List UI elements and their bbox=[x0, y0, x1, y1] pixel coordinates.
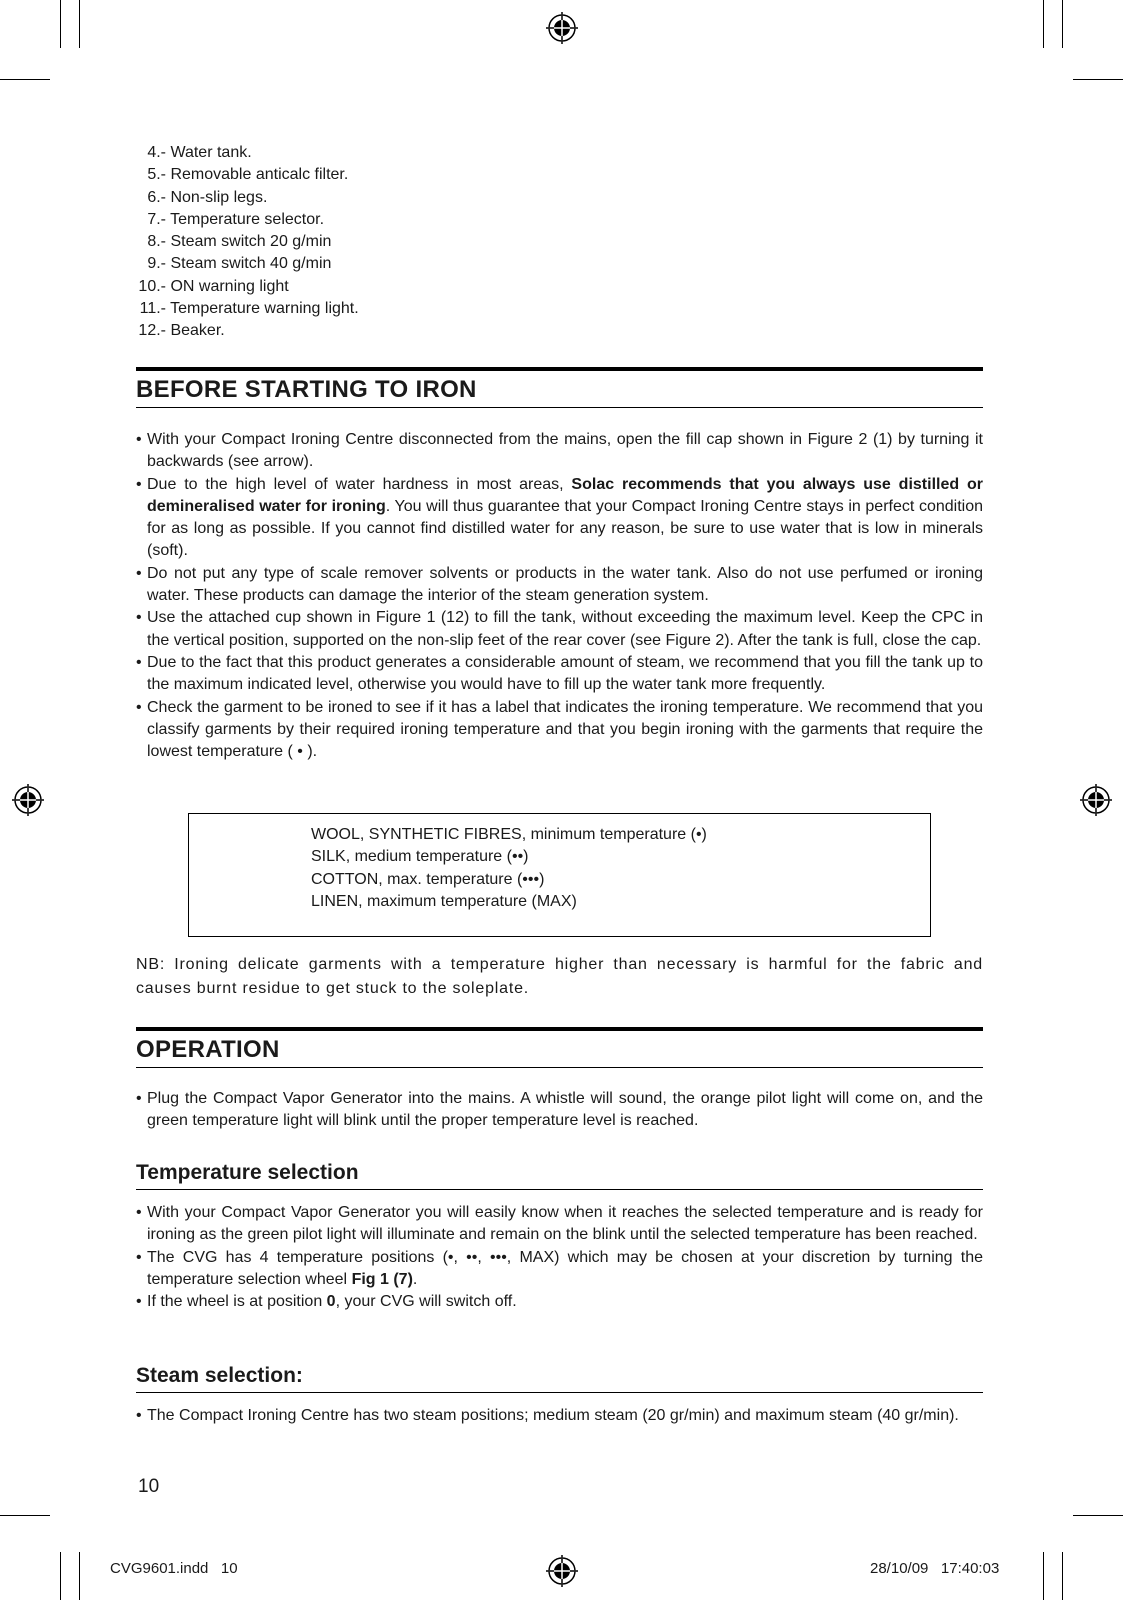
crop-mark bbox=[1062, 1552, 1063, 1600]
temperature-guide-line: SILK, medium temperature (••) bbox=[311, 848, 529, 866]
nb-note: NB: Ironing delicate garments with a temperature higher than necessary is harmful for the fabric and causes burnt residue to get stuck to the soleplate. bbox=[136, 956, 983, 997]
instruction-item: • The Compact Ironing Centre has two steam positions; medium steam (20 gr/min) and maximum steam (40 gr/min). bbox=[136, 1407, 959, 1424]
crop-mark bbox=[1073, 1515, 1123, 1516]
part-label: Steam switch 20 g/min bbox=[170, 233, 332, 251]
parts-list bbox=[136, 142, 359, 343]
temperature-guide-lines bbox=[311, 824, 707, 913]
subheading-steam-selection: Steam selection: bbox=[136, 1364, 303, 1387]
part-label: Temperature selector. bbox=[170, 210, 325, 228]
figure-reference: Fig 1 (7) bbox=[351, 1270, 413, 1288]
crop-mark bbox=[1043, 0, 1044, 48]
part-number: 12.- bbox=[138, 322, 166, 340]
part-number: 4.- bbox=[147, 144, 166, 161]
crop-mark bbox=[0, 1515, 50, 1516]
instruction-item: • If the wheel is at position 0, your CVG will switch off. bbox=[136, 1293, 517, 1311]
crop-mark bbox=[0, 79, 50, 80]
crop-mark bbox=[60, 1552, 61, 1600]
page-number: 10 bbox=[138, 1476, 160, 1497]
parts-list-item bbox=[136, 320, 359, 342]
operation-instructions bbox=[136, 1088, 983, 1133]
instruction-item: • With your Compact Ironing Centre disconnected from the mains, open the fill cap shown in Figure 2 (1) by turning it backwards (see arrow). bbox=[136, 431, 983, 471]
position-zero: 0 bbox=[326, 1293, 336, 1311]
instruction-item: • Check the garment to be ironed to see if it has a label that indicates the ironing temperature. We recommend that you classify garments by their required ironing temperature and that you begin ironing with the garments that require the lowest temperature ( • ). bbox=[136, 698, 983, 761]
temperature-guide-line: WOOL, SYNTHETIC FIBRES, minimum temperature (•) bbox=[311, 826, 707, 843]
section-top-rule bbox=[136, 367, 983, 371]
crop-mark bbox=[60, 0, 61, 48]
section-heading-operation: OPERATION bbox=[136, 1036, 280, 1063]
part-label: Water tank. bbox=[170, 144, 252, 161]
part-label: Temperature warning light. bbox=[170, 300, 359, 318]
temperature-guide-line: LINEN, maximum temperature (MAX) bbox=[311, 892, 577, 910]
steam-selection-instructions bbox=[136, 1405, 983, 1427]
section-top-rule bbox=[136, 1027, 983, 1031]
parts-list-item bbox=[136, 276, 359, 298]
parts-list-item bbox=[136, 164, 359, 186]
part-number: 5.- bbox=[147, 166, 166, 184]
registration-mark-icon bbox=[12, 784, 44, 816]
instruction-item: • Plug the Compact Vapor Generator into the mains. A whistle will sound, the orange pilot light will come on, and the green temperature light will blink until the proper temperature level is reached. bbox=[136, 1090, 983, 1130]
instruction-item: • The CVG has 4 temperature positions (•, ••, •••, MAX) which may be chosen at your discretion by turning the temperature selection wheel Fig 1 (7). bbox=[136, 1248, 983, 1288]
part-number: 8.- bbox=[147, 233, 166, 251]
section-heading-before-ironing: BEFORE STARTING TO IRON bbox=[136, 376, 477, 403]
crop-mark bbox=[79, 1552, 80, 1600]
parts-list-item bbox=[136, 187, 359, 209]
temperature-selection-instructions bbox=[136, 1202, 983, 1313]
subheading-temperature-selection: Temperature selection bbox=[136, 1161, 359, 1184]
crop-mark bbox=[1073, 79, 1123, 80]
part-number: 7.- bbox=[147, 210, 166, 228]
part-label: Non-slip legs. bbox=[170, 188, 268, 206]
instruction-item: • Due to the high level of water hardness in most areas, Solac recommends that you always use distilled or demineralised water for ironing. You will thus guarantee that your Compact Ironing Centre stays in perfect condition for as long as possible. If you cannot find distilled water for any reason, be sure to use water that is low in minerals (soft). bbox=[136, 475, 983, 560]
temperature-guide-line: COTTON, max. temperature (•••) bbox=[311, 870, 545, 888]
before-ironing-instructions bbox=[136, 429, 983, 763]
slug-file-name: CVG9601.indd 10 bbox=[110, 1560, 238, 1577]
crop-mark bbox=[1043, 1552, 1044, 1600]
distilled-water-recommendation: Solac recommends that you always use distilled or demineralised water for ironing bbox=[147, 475, 983, 515]
parts-list-item bbox=[136, 253, 359, 275]
parts-list-item bbox=[136, 231, 359, 253]
registration-mark-icon bbox=[546, 1555, 578, 1587]
part-number: 11.- bbox=[139, 300, 166, 318]
part-label: Beaker. bbox=[170, 322, 225, 340]
temperature-guide-box bbox=[188, 813, 931, 937]
registration-mark-icon bbox=[546, 12, 578, 44]
parts-list-item bbox=[136, 298, 359, 320]
part-number: 6.- bbox=[147, 188, 166, 206]
instruction-item: • Do not put any type of scale remover solvents or products in the water tank. Also do not use perfumed or ironing water. These products can damage the interior of the steam generation system. bbox=[136, 564, 983, 605]
instruction-item: • Due to the fact that this product generates a considerable amount of steam, we recommend that you fill the tank up to the maximum indicated level, otherwise you would have to fill up the water tank more frequently. bbox=[136, 653, 983, 694]
part-number: 10.- bbox=[138, 277, 166, 295]
instruction-item: • With your Compact Vapor Generator you will easily know when it reaches the selected temperature and is ready for ironing as the green pilot light will illuminate and remain on the blink until the selected temperature has been reached. bbox=[136, 1204, 983, 1244]
registration-mark-icon bbox=[1080, 784, 1112, 816]
part-number: 9.- bbox=[147, 255, 166, 273]
section-underline bbox=[136, 1067, 983, 1068]
part-label: Steam switch 40 g/min bbox=[170, 255, 332, 273]
subheading-underline bbox=[136, 1189, 983, 1190]
subheading-underline bbox=[136, 1392, 983, 1393]
parts-list-item bbox=[136, 209, 359, 231]
parts-list-item bbox=[136, 142, 359, 164]
section-underline bbox=[136, 407, 983, 408]
slug-datetime: 28/10/09 17:40:03 bbox=[870, 1560, 1000, 1577]
crop-mark bbox=[79, 0, 80, 48]
part-label: Removable anticalc filter. bbox=[170, 166, 349, 184]
crop-mark bbox=[1062, 0, 1063, 48]
instruction-item: • Use the attached cup shown in Figure 1 (12) to fill the tank, without exceeding the maximum level. Keep the CPC in the vertical position, supported on the non-slip feet of the rear cover (see Figure 2). After the tank is full, close the cap. bbox=[136, 609, 983, 649]
part-label: ON warning light bbox=[170, 277, 289, 295]
